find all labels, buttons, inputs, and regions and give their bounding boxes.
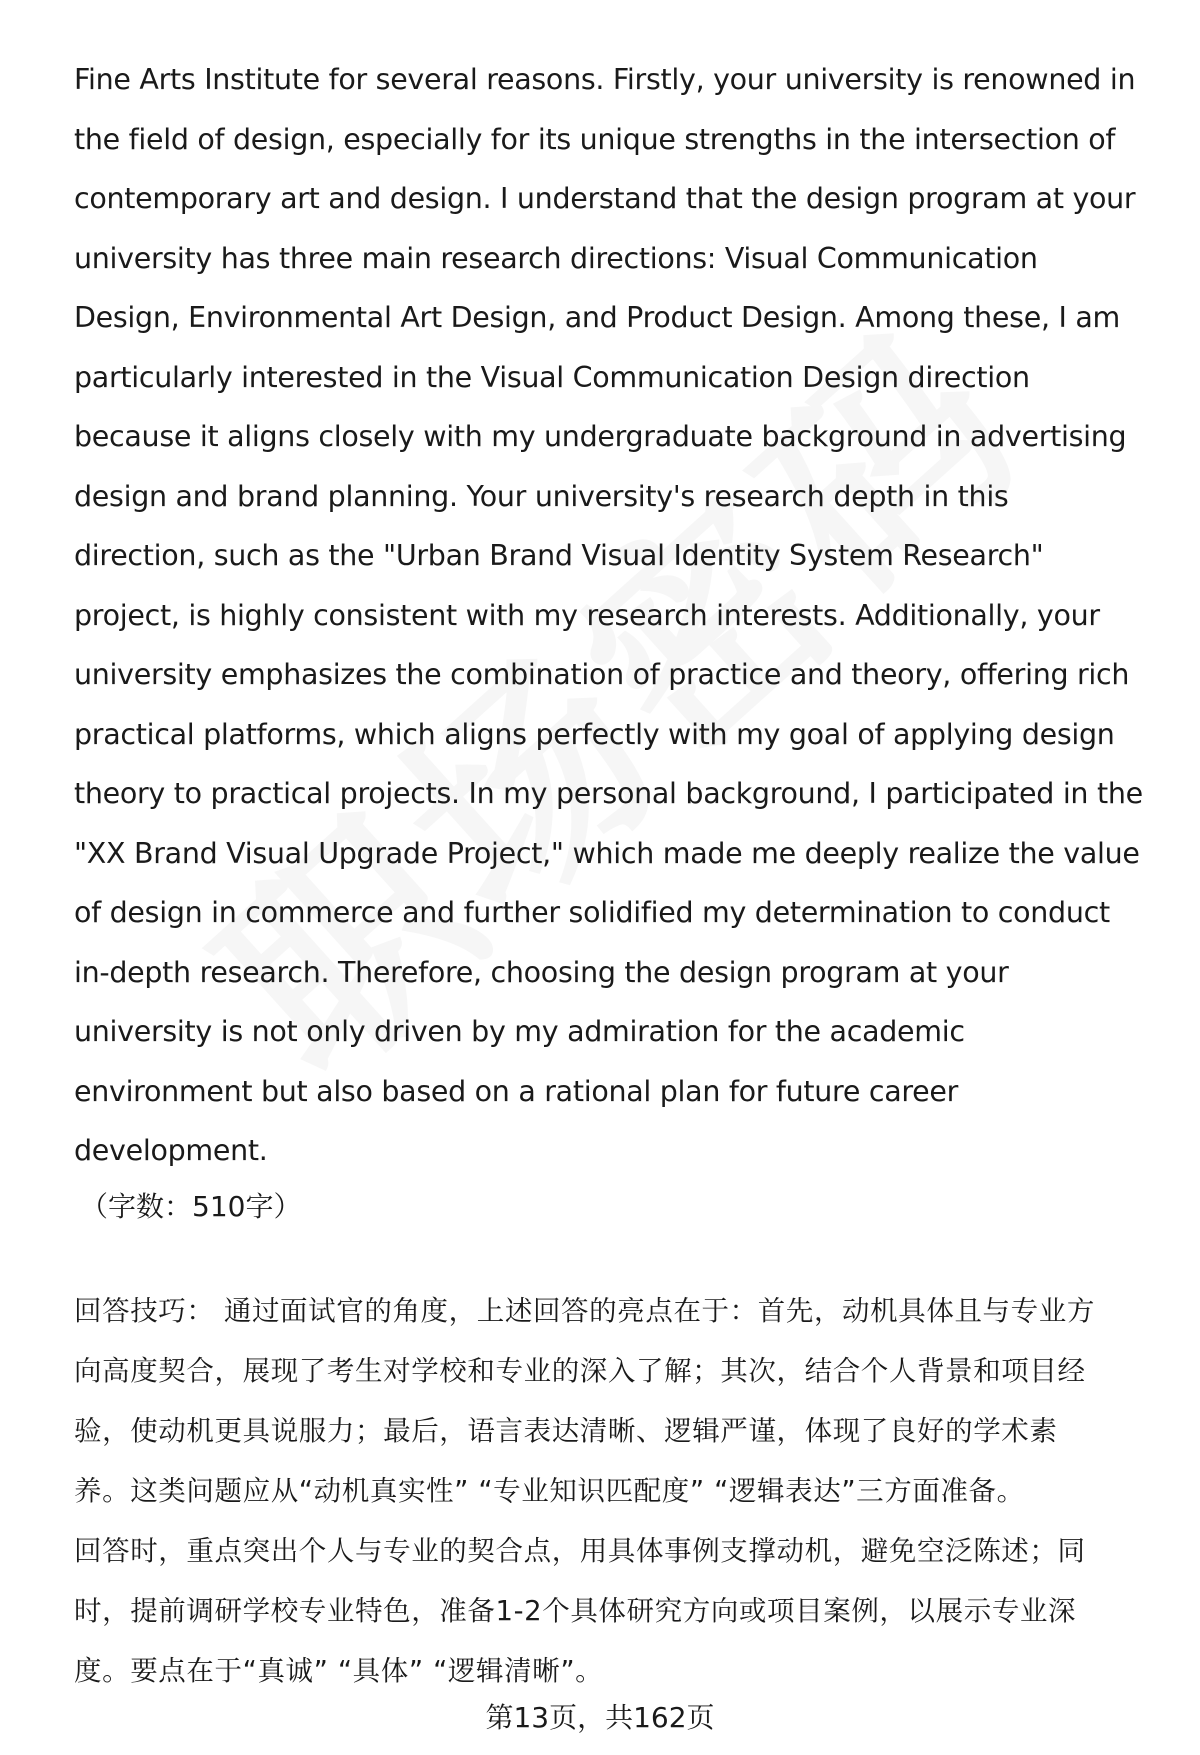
essay-line: theory to practical projects. In my personal background, I participated in the [74, 777, 1143, 810]
tips-line: 度。要点在于“真诚” “具体” “逻辑清晰”。 [74, 1654, 604, 1687]
document-body [74, 50, 1164, 1701]
essay-line: development. [74, 1134, 268, 1167]
tips-line: 回答时，重点突出个人与专业的契合点，用具体事例支撑动机，避免空泛陈述；同 [74, 1534, 1086, 1567]
essay-line: direction, such as the "Urban Brand Visual Identity System Research" [74, 539, 1044, 572]
tips-line: 时，提前调研学校专业特色，准备1-2个具体研究方向或项目案例，以展示专业深 [74, 1594, 1077, 1627]
answer-tips-paragraph [74, 1281, 1164, 1701]
essay-line: project, is highly consistent with my research interests. Additionally, your [74, 598, 1100, 632]
essay-line: university is not only driven by my admiration for the academic [74, 1015, 965, 1048]
essay-line: environment but also based on a rational plan for future career [74, 1074, 959, 1108]
tips-line: 验，使动机更具说服力；最后，语言表达清晰、逻辑严谨，体现了良好的学术素 [74, 1414, 1058, 1447]
essay-line: contemporary art and design. I understand that the design program at your [74, 182, 1136, 215]
page-number: 第13页，共162页 [485, 1701, 715, 1734]
tips-line: 养。这类问题应从“动机真实性” “专业知识匹配度” “逻辑表达”三方面准备。 [74, 1474, 1025, 1507]
essay-line: in-depth research. Therefore, choosing the design program at your [74, 955, 1009, 989]
essay-line: university has three main research directions: Visual Communication [74, 241, 1038, 275]
essay-line: university emphasizes the combination of practice and theory, offering rich [74, 658, 1130, 691]
essay-line: of design in commerce and further solidified my determination to conduct [74, 896, 1110, 929]
tips-line: 回答技巧： 通过面试官的角度，上述回答的亮点在于：首先，动机具体且与专业方 [74, 1294, 1095, 1327]
word-count: （字数：510字） [80, 1189, 302, 1223]
essay-line: "XX Brand Visual Upgrade Project," which made me deeply realize the value [74, 836, 1140, 870]
essay-line: the field of design, especially for its unique strengths in the intersection of [74, 122, 1116, 156]
essay-line: particularly interested in the Visual Communication Design direction [74, 360, 1030, 394]
essay-line: Fine Arts Institute for several reasons. Firstly, your university is renowned in [74, 63, 1136, 96]
tips-line: 向高度契合，展现了考生对学校和专业的深入了解；其次，结合个人背景和项目经 [74, 1354, 1086, 1387]
essay-line: practical platforms, which aligns perfectly with my goal of applying design [74, 717, 1115, 751]
essay-line: design and brand planning. Your university's research depth in this [74, 479, 1009, 513]
essay-line: because it aligns closely with my undergraduate background in advertising [74, 420, 1127, 453]
essay-line: Design, Environmental Art Design, and Product Design. Among these, I am [74, 301, 1120, 334]
essay-paragraph [74, 50, 1164, 1181]
